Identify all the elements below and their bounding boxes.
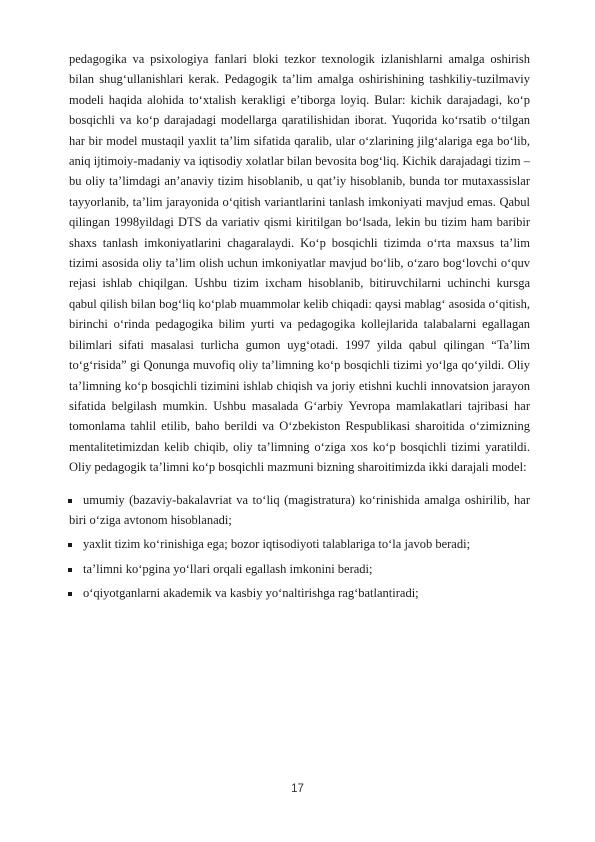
list-item-text: o‘qiyotganlarni akademik va kasbiy yo‘naltirishga rag‘batlantiradi; — [83, 586, 419, 601]
list-item — [69, 583, 530, 603]
bullet-list — [69, 490, 530, 604]
body-paragraph: pedagogika va psixologiya fanlari bloki tezkor texnologik izlanishlarni amalga oshirish bilan shug‘ullanishlari kerak. Pedagogik ta’lim amalga oshirishining tashkiliy-tuzilmaviy modeli haqida alohida to‘xtalish kerakligi e’tiborga loyiq. Bular: kichik darajadagi, ko‘p bosqichli va ko‘p darajadagi modellarga qaratilishidan iborat. Yuqorida ko‘rsatib o‘tilgan har bir model mustaqil yaxlit ta’lim sifatida qaralib, ular o‘zlarining jilg‘alariga ega bo‘lib, aniq ijtimoiy-madaniy va iqtisodiy xolatlar bilan bevosita bog‘liq. Kichik darajadagi tizim – bu oliy ta’limdagi an’anaviy tizim hisoblanib, u qat’iy hisoblanib, bunda tor mutaxassislar tayyorlanib, ta’lim jarayonida o‘qitish variantlarini tanlash imkoniyati mavjud emas. Qabul qilingan 1998yildagi DTS da variativ qismi kiritilgan bo‘lsada, lekin bu tizim ham baribir shaxs tanlash imkoniyatlarini chagaralaydi. Ko‘p bosqichli tizimda o‘rta maxsus ta’lim tizimi asosida oliy ta’lim olish uchun imkoniyatlar mavjud bo‘lib, o‘zaro bog‘lovchi o‘quv rejasi ishlab chiqilgan. Ushbu tizim ixcham hisoblanib, bitiruvchilarni uchinchi kursga qabul qilish bilan bog‘liq ko‘plab muammolar kelib chiqadi: qaysi mablag‘ asosida o‘qitish, birinchi o‘rinda pedagogika bilim yurti va pedagogika kollejlarida talabalarni egallagan bilimlari sifati masalasi turlicha gumon uyg‘otadi. 1997 yilda qabul qilingan “Ta’lim to‘g‘risida” gi Qonunga muvofiq oliy ta’limning ko‘p bosqichli tizimi yo‘lga qo‘yildi. Oliy ta’limning ko‘p bosqichli tizimini ishlab chiqish va joriy etishni kuchli innovatsion jarayon sifatida belgilash mumkin. Ushbu masalada G‘arbiy Yevropa mamlakatlari tajribasi har tomonlama tahlil etilib, baho berildi va O‘zbekiston Respublikasi sharoitida o‘zimizning mentalitetimizdan kelib chiqib, oliy ta’limning o‘ziga xos ko‘p bosqichli tizimi yaratildi. Oliy pedagogik ta’limni ko‘p bosqichli mazmuni bizning sharoitimizda ikki darajali model: — [69, 52, 530, 475]
list-item — [69, 559, 530, 579]
list-item — [69, 534, 530, 554]
bullet-icon — [68, 568, 72, 572]
bullet-icon — [68, 592, 72, 596]
document-page — [69, 49, 530, 608]
page-number: 17 — [291, 783, 304, 795]
bullet-icon — [68, 543, 72, 547]
list-item-text: ta’limni ko‘pgina yo‘llari orqali egallash imkonini beradi; — [83, 561, 373, 576]
list-item-text: umumiy (bazaviy-bakalavriat va to‘liq (magistratura) ko‘rinishida amalga oshirilib, har biri o‘ziga avtonom hisoblanadi; — [69, 492, 530, 527]
bullet-icon — [68, 499, 72, 503]
list-item-text: yaxlit tizim ko‘rinishiga ega; bozor iqtisodiyoti talablariga to‘la javob beradi; — [83, 537, 471, 552]
list-item — [69, 490, 530, 531]
